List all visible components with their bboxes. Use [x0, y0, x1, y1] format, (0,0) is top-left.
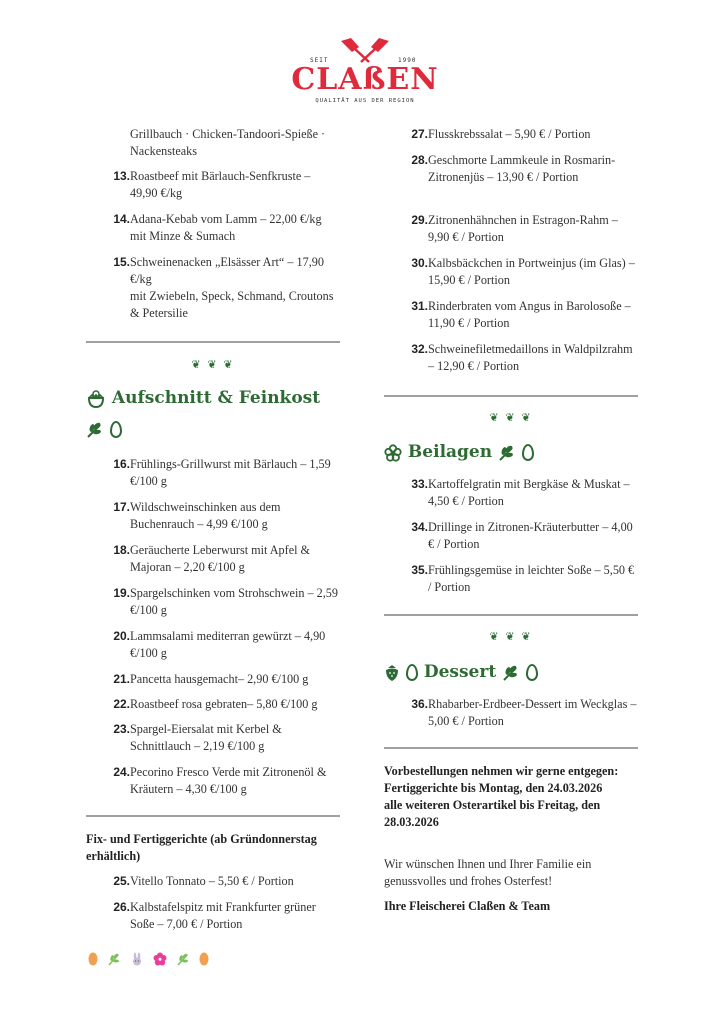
item-number: 20. — [113, 629, 130, 643]
logo-year: 1990 — [398, 57, 417, 64]
easter-emoji-row — [88, 952, 209, 966]
item-text: Grillbauch · Chicken-Tandoori-Spieße · Nackensteaks — [130, 127, 326, 158]
herb-icon — [176, 952, 190, 966]
item-text: Lammsalami mediterran gewürzt – 4,90 €/100 g — [130, 629, 326, 660]
flower-icon — [384, 444, 402, 462]
item-text: Schweinefiletmedaillons in Waldpilzrahm – 12,90 € / Portion — [428, 342, 633, 373]
herb-icon — [502, 664, 520, 682]
herb-icon — [86, 421, 104, 439]
item-text: Roastbeef mit Bärlauch-Senfkruste – 49,90 €/kg — [130, 169, 311, 200]
egg-icon — [199, 952, 209, 966]
item-number: 23. — [113, 722, 130, 736]
item-number: 15. — [113, 255, 130, 269]
section-title: Beilagen — [407, 442, 493, 462]
logo-tagline: QUALITÄT AUS DER REGION — [315, 98, 415, 104]
item-number: 22. — [113, 697, 130, 711]
item-number: 29. — [411, 213, 428, 227]
item-text: Pecorino Fresco Verde mit Zitronenöl & Kräutern – 4,30 €/100 g — [130, 765, 327, 796]
section-divider-line — [384, 614, 638, 616]
sprout-ornament: ❦ ❦ ❦ — [191, 359, 235, 371]
egg-icon — [88, 952, 98, 966]
egg-icon — [406, 664, 418, 681]
item-text: Wildschweinschinken aus dem Buchenrauch – 4,99 €/100 g — [130, 500, 281, 531]
item-text: Kartoffelgratin mit Bergkäse & Muskat – 4,50 € / Portion — [428, 477, 630, 508]
section-divider-line — [384, 747, 638, 749]
order-deadline-easter-items: alle weiteren Osterartikel bis Freitag, den 28.03.2026 — [384, 798, 601, 829]
sprout-ornament: ❦ ❦ ❦ — [489, 631, 533, 643]
item-text: Pancetta hausgemacht– 2,90 €/100 g — [130, 672, 309, 686]
item-text: Drillinge in Zitronen-Kräuterbutter – 4,00 € / Portion — [428, 520, 633, 551]
item-number: 16. — [113, 457, 130, 471]
item-text: Geschmorte Lammkeule in Rosmarin-Zitronenjüs – 13,90 € / Portion — [428, 153, 616, 184]
item-text: Rinderbraten vom Angus in Barolosoße – 11,90 € / Portion — [428, 299, 631, 330]
crossed-cleavers-icon — [335, 38, 395, 64]
item-text-wrap — [130, 254, 340, 322]
section-heading-dessert — [384, 661, 538, 683]
section-heading-aufschnitt — [86, 387, 320, 409]
item-text: Flusskrebssalat – 5,90 € / Portion — [428, 127, 591, 141]
section-title: Dessert — [423, 662, 497, 682]
item-text: Zitronenhähnchen in Estragon-Rahm – 9,90 € / Portion — [428, 213, 618, 244]
item-text: Frühlings-Grillwurst mit Bärlauch – 1,59 €/100 g — [130, 457, 331, 488]
item-number: 28. — [411, 153, 428, 167]
item-text: Kalbstafelspitz mit Frankfurter grüner Soße – 7,00 € / Portion — [130, 900, 316, 931]
item-number: 33. — [411, 477, 428, 491]
section-divider-line — [384, 395, 638, 397]
item-number: 14. — [113, 212, 130, 226]
sprout-ornament: ❦ ❦ ❦ — [489, 412, 533, 424]
item-number: 17. — [113, 500, 130, 514]
item-text: Rhabarber-Erdbeer-Dessert im Weckglas – 5,00 € / Portion — [428, 697, 637, 728]
item-text: Spargelschinken vom Strohschwein – 2,59 €/100 g — [130, 586, 338, 617]
item-text: Frühlingsgemüse in leichter Soße – 5,50 € / Portion — [428, 563, 635, 594]
logo-since-label: SEIT — [310, 57, 329, 64]
egg-icon — [526, 664, 538, 681]
section-heading-beilagen — [384, 441, 534, 463]
order-deadline-ready-meals: Fertiggerichte bis Montag, den 24.03.2026 — [384, 781, 603, 795]
hatching-egg-icon — [86, 389, 106, 409]
item-number: 32. — [411, 342, 428, 356]
section-heading-icons — [86, 418, 122, 440]
item-text: Vitello Tonnato – 5,50 € / Portion — [130, 874, 294, 888]
item-number: 24. — [113, 765, 130, 779]
item-text: Kalbsbäckchen in Portweinjus (im Glas) – 15,90 € / Portion — [428, 256, 635, 287]
item-text: Spargel-Eiersalat mit Kerbel & Schnittlauch – 2,19 €/100 g — [130, 722, 282, 753]
easter-wish: Wir wünschen Ihnen und Ihrer Familie ein genussvolles und frohes Osterfest! — [384, 857, 592, 888]
herb-icon — [498, 444, 516, 462]
strawberry-icon — [384, 664, 400, 682]
section-divider-line — [86, 341, 340, 343]
item-text: Geräucherte Leberwurst mit Apfel & Majoran – 2,20 €/100 g — [130, 543, 311, 574]
item-number: 25. — [113, 874, 130, 888]
brand-logo — [280, 38, 450, 118]
item-number: 21. — [113, 672, 130, 686]
logo-wordmark: CLAßEN — [291, 62, 439, 97]
item-number: 34. — [411, 520, 428, 534]
signature: Ihre Fleischerei Claßen & Team — [384, 899, 551, 913]
item-number: 18. — [113, 543, 130, 557]
item-number: 31. — [411, 299, 428, 313]
herb-icon — [107, 952, 121, 966]
section-title: Aufschnitt & Feinkost — [111, 388, 321, 408]
item-subtext: mit Zwiebeln, Speck, Schmand, Croutons & Petersilie — [130, 289, 334, 320]
item-number: 35. — [411, 563, 428, 577]
item-number: 26. — [113, 900, 130, 914]
ready-meals-heading: Fix- und Fertiggerichte (ab Gründonnerstag erhältlich) — [86, 832, 317, 863]
order-intro: Vorbestellungen nehmen wir gerne entgegen: — [384, 764, 619, 778]
item-text: Schweinenacken „Elsässer Art“ – 17,90 €/kg — [130, 255, 324, 286]
egg-icon — [110, 421, 122, 438]
order-info — [384, 763, 638, 831]
egg-icon — [522, 444, 534, 461]
item-number: 13. — [113, 169, 130, 183]
item-number: 36. — [411, 697, 428, 711]
item-text: Adana-Kebab vom Lamm – 22,00 €/kg mit Minze & Sumach — [130, 212, 322, 243]
item-number: 19. — [113, 586, 130, 600]
section-divider-line — [86, 815, 340, 817]
item-number: 27. — [411, 127, 428, 141]
item-text: Roastbeef rosa gebraten– 5,80 €/100 g — [130, 697, 318, 711]
bunny-icon — [130, 952, 144, 966]
flower-icon — [153, 952, 167, 966]
item-number: 30. — [411, 256, 428, 270]
